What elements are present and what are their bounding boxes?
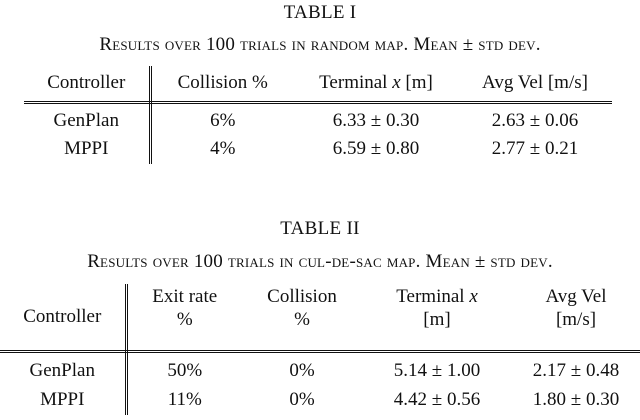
t1-cell-terminal: 6.33 ± 0.30 — [332, 109, 420, 131]
t2-header-terminal: Terminal x — [396, 285, 478, 307]
table-1-caption: Results over 100 trials in random map. Mean ± std dev. — [99, 34, 541, 55]
t1-cell-collision: 4% — [210, 138, 236, 159]
t2-header-controller: Controller — [0, 284, 126, 351]
t1-cell-terminal: 6.59 ± 0.80 — [332, 138, 420, 159]
t1-cell-controller: GenPlan — [24, 102, 150, 134]
table-2-caption: Results over 100 trials in cul-de-sac map. Mean ± std dev. — [87, 251, 553, 272]
t2-header-collision-unit: % — [242, 309, 362, 351]
table-row — [0, 385, 640, 415]
t1-header-terminal: Terminal x [m] — [294, 66, 458, 102]
table-1-title: TABLE I — [283, 2, 357, 23]
t2-cell-avg-vel: 1.80 ± 0.30 — [532, 389, 620, 410]
table-row — [24, 134, 612, 164]
table-2 — [0, 284, 640, 415]
t2-cell-exit-rate: 11% — [167, 389, 202, 410]
t2-cell-collision: 0% — [289, 359, 315, 381]
t2-cell-controller: MPPI — [0, 385, 126, 415]
t2-header-avg-vel: Avg Vel — [545, 285, 607, 307]
table-row — [24, 102, 612, 134]
table-1 — [24, 66, 612, 164]
t1-cell-controller: MPPI — [24, 134, 150, 164]
t1-cell-avg-vel: 2.77 ± 0.21 — [491, 138, 579, 159]
t2-cell-terminal: 5.14 ± 1.00 — [393, 359, 481, 381]
t1-cell-collision: 6% — [210, 109, 236, 131]
t2-header-terminal-unit: [m] — [362, 309, 512, 351]
t2-header-avg-vel-unit: [m/s] — [512, 309, 640, 351]
t1-cell-avg-vel: 2.63 ± 0.06 — [491, 109, 579, 131]
t1-header-collision: Collision % — [150, 66, 294, 102]
t2-header-exit-rate-unit: % — [126, 309, 242, 351]
t2-cell-avg-vel: 2.17 ± 0.48 — [532, 359, 620, 381]
t2-header-collision: Collision — [267, 285, 337, 307]
t1-header-avg-vel: Avg Vel [m/s] — [458, 66, 612, 102]
t2-cell-terminal: 4.42 ± 0.56 — [393, 389, 481, 410]
t2-cell-controller: GenPlan — [0, 351, 126, 385]
t2-cell-exit-rate: 50% — [167, 359, 203, 381]
t2-cell-collision: 0% — [289, 389, 315, 410]
t1-header-controller: Controller — [24, 66, 150, 102]
t2-header-exit-rate: Exit rate — [152, 285, 218, 307]
table-2-title: TABLE II — [280, 218, 360, 239]
table-row — [0, 351, 640, 385]
